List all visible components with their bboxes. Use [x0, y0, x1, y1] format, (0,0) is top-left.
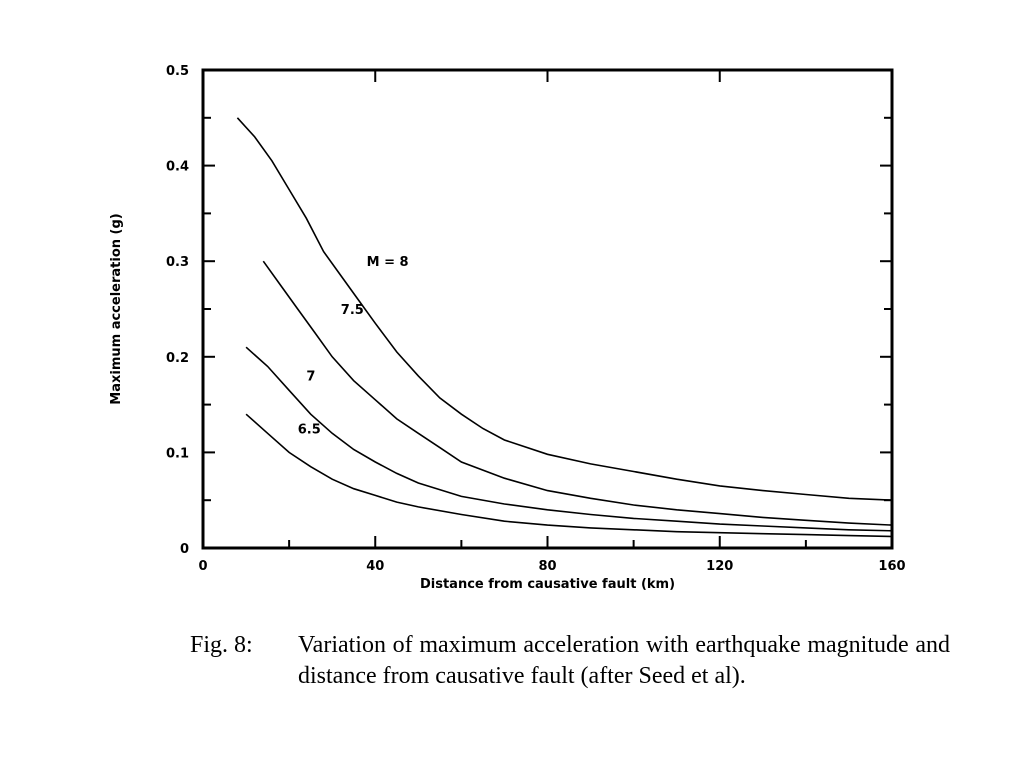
chart-figure — [60, 40, 940, 600]
x-tick-label: 80 — [538, 559, 557, 574]
y-tick-label: 0 — [179, 542, 189, 557]
x-tick-label: 120 — [706, 559, 734, 574]
series-curve — [246, 414, 892, 536]
series-curve — [246, 347, 892, 531]
figure-caption — [190, 630, 950, 692]
y-tick-label: 0.1 — [165, 446, 189, 462]
y-axis-label: Maximum acceleration (g) — [109, 213, 124, 405]
caption-text: Variation of maximum acceleration with earthquake magnitude and distance from causative fault (after Seed et al). — [298, 632, 950, 689]
series-label: M = 8 — [366, 254, 409, 270]
x-tick-label: 40 — [366, 559, 385, 574]
x-tick-label: 160 — [878, 559, 906, 574]
plot-frame — [203, 70, 892, 548]
series-label: 6.5 — [297, 422, 321, 438]
series-layer — [237, 118, 892, 537]
series-label: 7 — [306, 369, 316, 385]
series-curve — [263, 261, 892, 525]
series-curve — [237, 118, 892, 500]
caption-prefix: Fig. 8: — [190, 632, 253, 658]
y-tick-label: 0.5 — [165, 64, 189, 79]
y-tick-label: 0.4 — [165, 159, 189, 175]
axes-layer — [109, 64, 906, 592]
x-tick-label: 0 — [198, 559, 208, 574]
x-axis-label: Distance from causative fault (km) — [419, 577, 676, 592]
series-label: 7.5 — [340, 302, 364, 318]
acceleration-distance-chart — [60, 40, 940, 600]
y-tick-label: 0.2 — [165, 350, 189, 366]
y-tick-label: 0.3 — [165, 255, 189, 271]
